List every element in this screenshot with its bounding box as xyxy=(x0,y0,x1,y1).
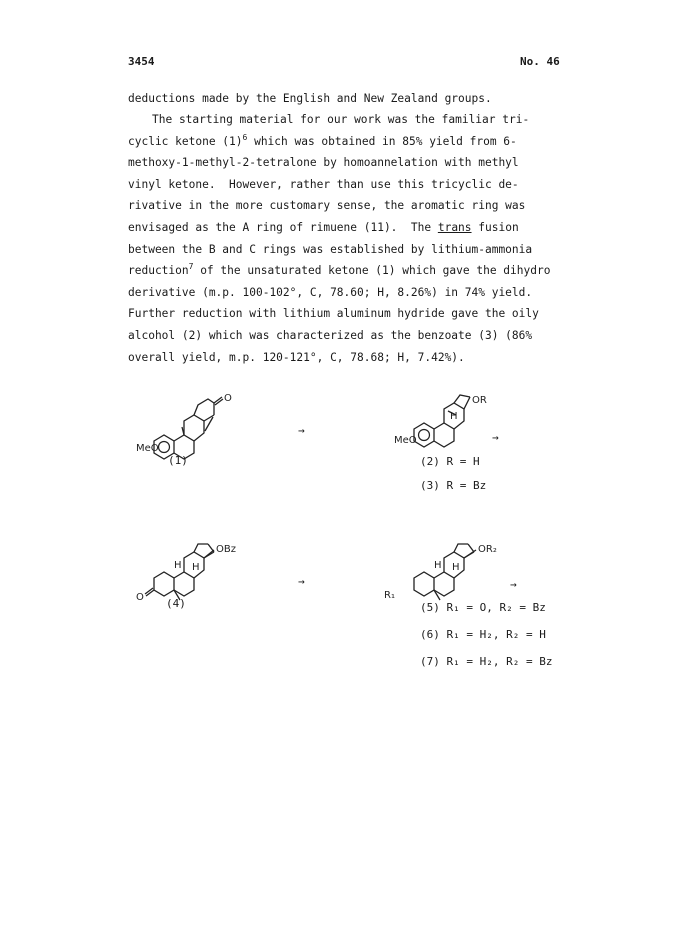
structure-1 xyxy=(136,393,240,468)
reaction-arrow: → xyxy=(510,578,517,591)
emphasis-trans: trans xyxy=(437,220,472,234)
atom-oxygen: O xyxy=(136,592,144,603)
atom-h: H xyxy=(192,562,200,573)
structure-4 xyxy=(136,540,250,610)
reaction-arrow: → xyxy=(298,424,305,437)
paragraph-1 xyxy=(128,88,558,110)
compound-label-6: (6) R₁ = H₂, R₂ = H xyxy=(420,628,546,641)
text-line: overall yield, m.p. 120-121°, C, 78.68; H, 7.42%). xyxy=(128,350,465,364)
text-line: reduction$^7$ of the unsaturated ketone (1) which gave the dihydro xyxy=(128,262,551,278)
text-line: methoxy-1-methyl-2-tetralone by homoannelation with methyl xyxy=(128,156,519,170)
compound-label-4: (4) xyxy=(166,597,186,610)
compound-label-2: (2) R = H xyxy=(420,455,480,468)
compound-label-5: (5) R₁ = O, R₂ = Bz xyxy=(420,601,546,614)
atom-obz: OBz xyxy=(216,544,236,555)
text-line: between the B and C rings was established by lithium-ammonia xyxy=(128,242,533,256)
atom-h: H xyxy=(434,560,442,571)
atom-or: OR xyxy=(472,395,487,406)
paragraph-2 xyxy=(128,109,558,368)
text-line: Further reduction with lithium aluminum hydride gave the oily xyxy=(128,307,539,321)
text-line: cyclic ketone $(1)^6$ which was obtained in 85% yield from 6- xyxy=(128,132,517,148)
text-line: derivative (m.p. 100-102°, C, 78.60; H, 8.26%) in 74% yield. xyxy=(128,285,533,299)
text-line: The starting material for our work was the familiar tri- xyxy=(152,113,530,126)
text-line: rivative in the more customary sense, the aromatic ring was xyxy=(128,199,526,213)
text-line: vinyl ketone. However, rather than use this tricyclic de- xyxy=(128,177,519,191)
compound-label-7: (7) R₁ = H₂, R₂ = Bz xyxy=(420,655,553,668)
text-line: envisaged as the A ring of rimuene (11). The trans fusion xyxy=(128,220,519,234)
compound-label-1: (1) xyxy=(168,454,188,467)
atom-methoxy: MeO xyxy=(136,443,159,454)
atom-h: H xyxy=(450,411,458,422)
atom-methoxy: MeO xyxy=(394,435,417,446)
text-line: deductions made by the English and New Zealand groups. xyxy=(128,92,492,105)
atom-h: H xyxy=(174,560,182,571)
reaction-arrow: → xyxy=(298,575,305,588)
text-line: alcohol (2) which was characterized as the benzoate (3) (86% xyxy=(128,328,533,342)
atom-r1: R₁ xyxy=(384,590,395,601)
atom-oxygen: O xyxy=(224,393,232,404)
compound-label-3: (3) R = Bz xyxy=(420,479,487,492)
journal-issue: No. 46 xyxy=(520,55,560,68)
atom-h: H xyxy=(452,562,460,573)
structure-5-7 xyxy=(384,540,504,610)
reaction-arrow: → xyxy=(492,431,499,444)
atom-or2: OR₂ xyxy=(478,544,497,555)
page-number: 3454 xyxy=(128,55,155,68)
